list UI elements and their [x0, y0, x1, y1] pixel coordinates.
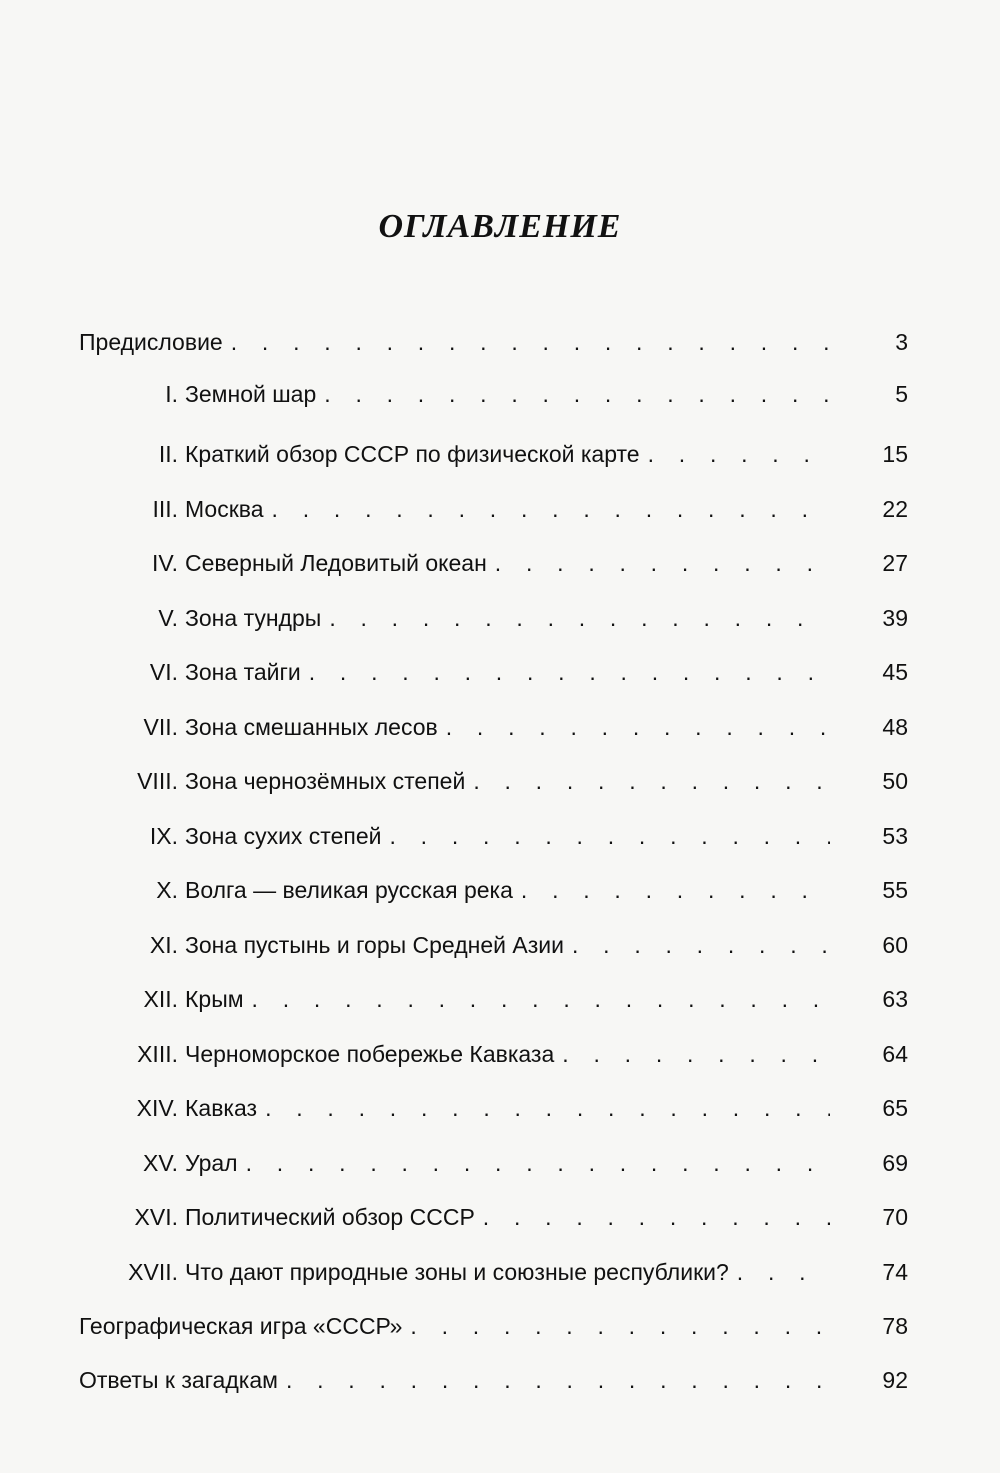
entry-page-number: 65 [882, 1095, 908, 1121]
toc-entry [0, 654, 1000, 690]
toc-entry [0, 927, 1000, 963]
dot-leader [244, 981, 830, 1017]
toc-entry [0, 872, 1000, 908]
entry-page-number: 22 [882, 496, 908, 522]
toc-entry [0, 709, 1000, 745]
entry-title: Географическая игра «СССР» [79, 1313, 403, 1339]
dot-leader [278, 1362, 831, 1398]
dot-leader [321, 600, 830, 636]
entry-title: Зона тундры [185, 605, 322, 631]
entry-page-number: 63 [882, 986, 908, 1012]
chapter-numeral: I. [165, 381, 178, 407]
dot-leader [465, 763, 830, 799]
entry-title: Крым [185, 986, 244, 1012]
entry-title: Москва [185, 496, 264, 522]
dot-leader [475, 1199, 830, 1235]
toc-entry [0, 818, 1000, 854]
chapter-numeral: IV. [151, 550, 178, 576]
entry-page-number: 39 [882, 605, 908, 631]
page-title: ОГЛАВЛЕНИЕ [378, 208, 622, 245]
dot-leader [223, 324, 831, 360]
entry-title: Земной шар [185, 381, 317, 407]
toc-entry [0, 1362, 1000, 1398]
entry-title: Северный Ледовитый океан [185, 550, 487, 576]
toc-entry [0, 1308, 1000, 1344]
chapter-numeral: II. [158, 441, 178, 467]
entry-title: Волга — великая русская река [185, 877, 513, 903]
chapter-numeral: IX. [149, 823, 178, 849]
toc-entry [0, 376, 1000, 412]
entry-page-number: 69 [882, 1150, 908, 1176]
toc-entry [0, 545, 1000, 581]
entry-page-number: 45 [882, 659, 908, 685]
chapter-numeral: XV. [143, 1150, 178, 1176]
dot-leader [729, 1254, 830, 1290]
toc-entry [0, 436, 1000, 472]
entry-page-number: 3 [895, 329, 908, 355]
dot-leader [381, 818, 830, 854]
entry-page-number: 92 [882, 1367, 908, 1393]
dot-leader [238, 1145, 830, 1181]
entry-title: Черноморское побережье Кавказа [185, 1041, 555, 1067]
toc-entry [0, 1145, 1000, 1181]
toc-entry [0, 324, 1000, 360]
entry-page-number: 50 [882, 768, 908, 794]
entry-title: Зона тайги [185, 659, 301, 685]
chapter-numeral: X. [156, 877, 178, 903]
entry-title: Политический обзор СССР [185, 1204, 475, 1230]
entry-page-number: 53 [882, 823, 908, 849]
chapter-numeral: VII. [143, 714, 178, 740]
entry-title: Предисловие [79, 329, 223, 355]
chapter-numeral: VIII. [137, 768, 178, 794]
entry-title: Зона смешанных лесов [185, 714, 438, 740]
dot-leader [513, 872, 830, 908]
entry-page-number: 70 [882, 1204, 908, 1230]
chapter-numeral: XII. [143, 986, 178, 1012]
entry-title: Кавказ [185, 1095, 258, 1121]
entry-page-number: 74 [882, 1259, 908, 1285]
chapter-numeral: III. [152, 496, 178, 522]
toc-entry [0, 1090, 1000, 1126]
entry-page-number: 55 [882, 877, 908, 903]
entry-title: Урал [185, 1150, 238, 1176]
toc-entry [0, 600, 1000, 636]
chapter-numeral: XVII. [128, 1259, 178, 1285]
entry-page-number: 5 [895, 381, 908, 407]
entry-title: Зона сухих степей [185, 823, 382, 849]
toc-entry [0, 491, 1000, 527]
toc-entry [0, 1199, 1000, 1235]
entry-title: Ответы к загадкам [79, 1367, 278, 1393]
toc-entry [0, 763, 1000, 799]
entry-title: Что дают природные зоны и союзные республики? [185, 1259, 729, 1285]
entry-page-number: 64 [882, 1041, 908, 1067]
dot-leader [264, 491, 830, 527]
dot-leader [640, 436, 830, 472]
entry-page-number: 27 [882, 550, 908, 576]
dot-leader [257, 1090, 830, 1126]
chapter-numeral: XVI. [134, 1204, 178, 1230]
dot-leader [438, 709, 830, 745]
entry-page-number: 15 [882, 441, 908, 467]
dot-leader [487, 545, 830, 581]
chapter-numeral: XIV. [136, 1095, 178, 1121]
dot-leader [554, 1036, 830, 1072]
toc-entry [0, 981, 1000, 1017]
entry-page-number: 60 [882, 932, 908, 958]
dot-leader [301, 654, 830, 690]
entry-page-number: 78 [882, 1313, 908, 1339]
chapter-numeral: V. [158, 605, 178, 631]
toc-entry [0, 1036, 1000, 1072]
entry-title: Зона пустынь и горы Средней Азии [185, 932, 564, 958]
dot-leader [564, 927, 830, 963]
toc-entry [0, 1254, 1000, 1290]
dot-leader [402, 1308, 831, 1344]
entry-title: Краткий обзор СССР по физической карте [185, 441, 640, 467]
chapter-numeral: XI. [149, 932, 178, 958]
chapter-numeral: VI. [149, 659, 178, 685]
dot-leader [316, 376, 830, 412]
chapter-numeral: XIII. [137, 1041, 178, 1067]
entry-page-number: 48 [882, 714, 908, 740]
entry-title: Зона чернозёмных степей [185, 768, 466, 794]
